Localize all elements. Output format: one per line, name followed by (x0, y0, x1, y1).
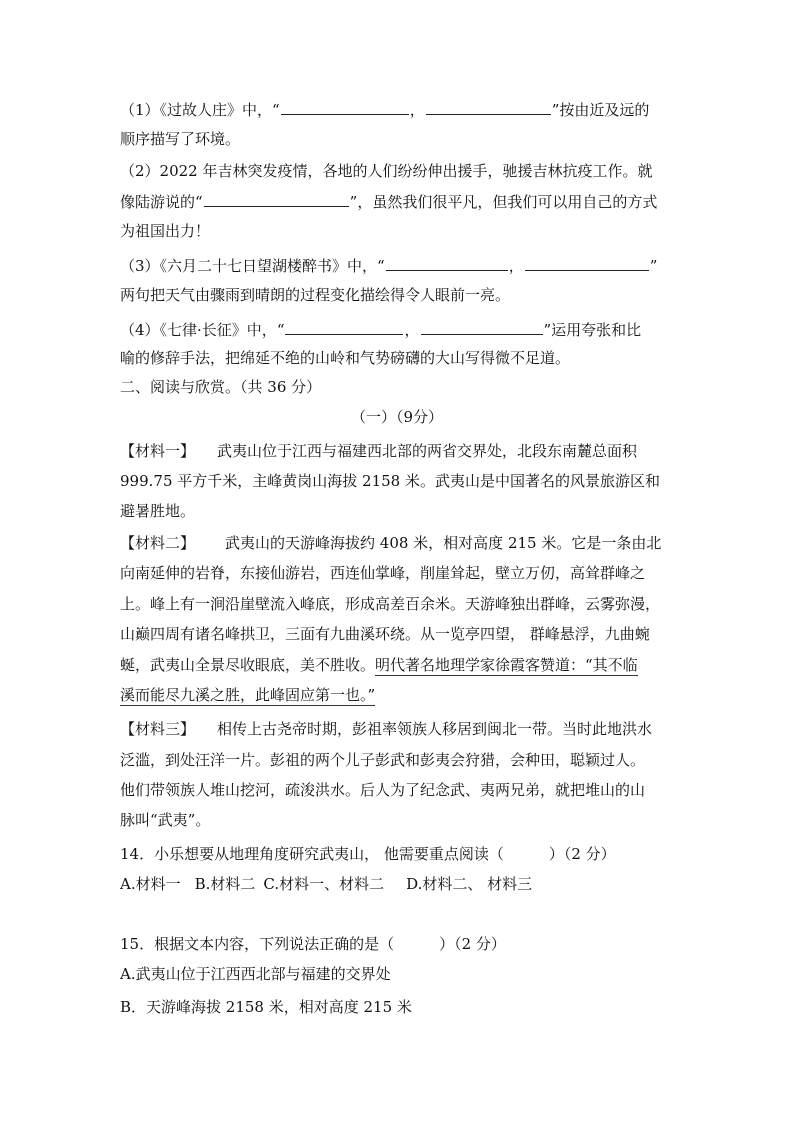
q2-line1: （2）2022 年吉林突发疫情，各地的人们纷纷伸出援手，驰援吉林抗疫工作。就 (120, 162, 653, 180)
material2-line5-plain: 蜒，武夷山全景尽收眼底，美不胜收。 (120, 656, 376, 674)
q1-suffix: ”按由近及远的 (551, 101, 650, 119)
material2-line1 (120, 532, 661, 554)
material2-text: 武夷山的天游峰海拔约 408 米，相对高度 215 米。它是一条由北 (225, 534, 662, 552)
q1-blank-2[interactable] (426, 98, 551, 115)
q1-blank-1[interactable] (281, 98, 409, 115)
material1-line2: 999.75 平方千米，主峰黄岗山海拔 2158 米。武夷山是中国著名的风景旅游区和 (120, 472, 660, 490)
q3-prefix: （3）《六月二十七日望湖楼醉书》中，“ (120, 257, 385, 275)
q1-sep: ， (409, 101, 425, 119)
subsection-title: （一）（9分） (350, 408, 444, 426)
q3-sep: ， (508, 257, 524, 275)
material1-label: 【材料一】 (120, 442, 196, 460)
material2-line2: 向南延伸的岩脊，东接仙游岩，西连仙掌峰，削崖耸起，壁立万仞，高耸群峰之 (120, 564, 646, 582)
q14-options (120, 873, 532, 895)
material1-line3: 避暑胜地。 (120, 502, 196, 520)
material3-line3: 他们带领族人堆山挖河，疏浚洪水。后人为了纪念武、夷两兄弟，就把堆山的山 (120, 781, 646, 799)
material3-text: 相传上古尧帝时期，彭祖率领族人移居到闽北一带。当时此地洪水 (217, 720, 653, 738)
material2-line3: 上。峰上有一涧沿崖壁流入峰底，形成高差百余米。天游峰独出群峰，云雾弥漫， (120, 595, 661, 613)
q14-option-b[interactable]: B.材料二 (194, 875, 256, 893)
q4-blank-2[interactable] (421, 318, 543, 335)
q2-blank[interactable] (204, 190, 349, 207)
material3-line4: 脉叫“武夷”。 (120, 811, 211, 829)
material3-line2: 泛滥，到处汪洋一片。彭祖的两个儿子彭武和彭夷会狩猎，会种田，聪颖过人。 (120, 751, 646, 769)
material2-line6 (120, 684, 375, 706)
q3-line1 (120, 254, 657, 277)
q3-blank-1[interactable] (386, 254, 508, 271)
q4-sep: ， (404, 321, 420, 339)
q14-option-a[interactable]: A.材料一 (120, 875, 181, 893)
material2-line4: 山巅四周有诸名峰拱卫，三面有九曲溪环绕。从一览亭四望， 群峰悬浮，九曲蜿 (120, 625, 650, 643)
q15-option-b[interactable]: B．天游峰海拔 2158 米，相对高度 215 米 (120, 998, 412, 1016)
q4-suffix: ”运用夸张和比 (543, 321, 642, 339)
q2-line2 (120, 190, 657, 213)
q15-stem: 15．根据文本内容，下列说法正确的是（ ）（2 分） (120, 935, 506, 953)
q14-stem: 14．小乐想要从地理角度研究武夷山， 他需要重点阅读（ ）（2 分） (120, 845, 616, 863)
q4-line2: 喻的修辞手法，把绵延不绝的山岭和气势磅礴的大山写得微不足道。 (120, 349, 571, 367)
q4-line1 (120, 318, 641, 341)
q15-option-a[interactable]: A.武夷山位于江西西北部与福建的交界处 (120, 965, 391, 983)
q3-line2: 两句把天气由骤雨到晴朗的过程变化描绘得令人眼前一亮。 (120, 286, 511, 304)
q3-blank-2[interactable] (525, 254, 649, 271)
material1-text: 武夷山位于江西与福建西北部的两省交界处，北段东南麓总面积 (217, 442, 638, 460)
material2-label: 【材料二】 (120, 534, 196, 552)
q2-line3: 为祖国出力！ (120, 222, 211, 240)
section-title: 二、阅读与欣赏。（共 36 分） (120, 378, 322, 396)
q2-suffix: ”，虽然我们很平凡，但我们可以用自己的方式 (349, 193, 658, 211)
material1-line1 (120, 440, 637, 462)
xu-xiake-quote-part1: 明代著名地理学家徐霞客赞道：“其不临 (375, 656, 638, 674)
q14-option-c[interactable]: C.材料一、材料二 (263, 875, 385, 893)
material3-label: 【材料三】 (120, 720, 196, 738)
q1-line1 (120, 98, 649, 121)
q3-suffix: ” (649, 257, 658, 275)
q4-blank-1[interactable] (285, 318, 403, 335)
q1-prefix: （1）《过故人庄》中，“ (120, 101, 280, 119)
q14-option-d[interactable]: D.材料二、 材料三 (406, 875, 533, 893)
q1-line2: 顺序描写了环境。 (120, 130, 241, 148)
material3-line1 (120, 718, 652, 740)
xu-xiake-quote-part2: 溪而能尽九溪之胜，此峰固应第一也。” (120, 686, 376, 704)
material2-line5 (120, 654, 638, 676)
q2-prefix: 像陆游说的“ (120, 193, 203, 211)
q4-prefix: （4）《七律·长征》中，“ (120, 321, 285, 339)
